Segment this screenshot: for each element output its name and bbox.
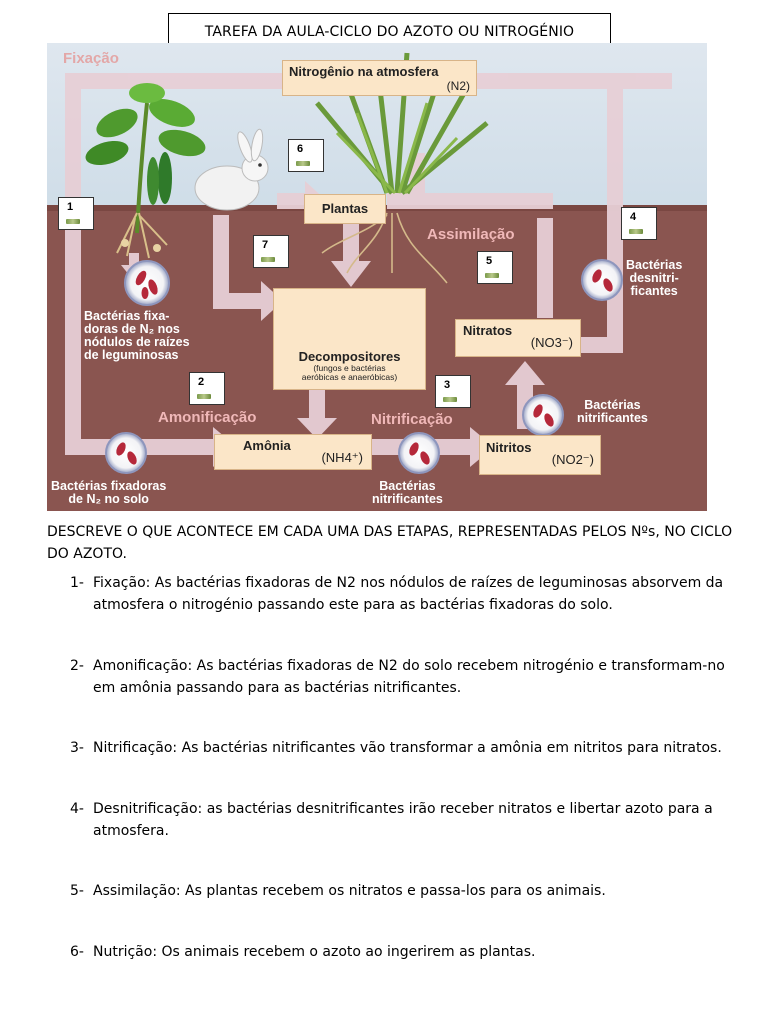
answer-number: 4- xyxy=(70,801,84,817)
marker-5: 5 xyxy=(477,251,513,284)
box-decompositores xyxy=(273,288,426,390)
answer-item-3 xyxy=(70,738,730,760)
stage-label-nitrificacao: Nitrificação xyxy=(371,411,453,428)
answer-text: Fixação: As bactérias fixadoras de N2 nos nódulos de raízes de leguminosas absorvem da atmosfera o nitrogénio passando este para as bactérias fixadoras do solo. xyxy=(93,575,724,613)
box-amonia-label: Amônia xyxy=(243,438,291,453)
box-nitritos xyxy=(479,435,601,475)
stage-label-fixacao: Fixação xyxy=(63,50,119,67)
diagram-illustration xyxy=(47,43,707,511)
answer-text: Amonificação: As bactérias fixadoras de N2 do solo recebem nitrogénio e transformam-no em amônia passando para as bactérias nitrificantes. xyxy=(93,658,725,696)
label-bacterias-nitrificantes-bottom: Bactérias nitrificantes xyxy=(372,479,443,506)
box-nitritos-label: Nitritos xyxy=(486,440,532,455)
label-bacterias-desnitrificantes: Bactérias desnitri- ficantes xyxy=(626,258,683,298)
box-amonia-formula: (NH4⁺) xyxy=(321,450,363,465)
box-nitritos-formula: (NO2⁻) xyxy=(551,452,594,467)
answer-item-2 xyxy=(70,656,730,699)
marker-7: 7 xyxy=(253,235,289,268)
answer-text: Assimilação: As plantas recebem os nitratos e passa-los para os animais. xyxy=(93,883,606,899)
answer-item-1 xyxy=(70,573,730,616)
box-decompositores-sub1: (fungos e bactérias xyxy=(313,363,386,373)
answer-number: 3- xyxy=(70,740,84,756)
answer-number: 2- xyxy=(70,658,84,674)
answer-number: 1- xyxy=(70,575,84,591)
marker-3: 3 xyxy=(435,375,471,408)
box-nitratos-formula: (NO3⁻) xyxy=(530,335,573,350)
nitrogen-cycle-diagram xyxy=(47,43,707,511)
box-atmosfera-label: Nitrogênio na atmosfera xyxy=(289,64,439,79)
box-nitratos-label: Nitratos xyxy=(463,323,513,338)
answer-text: Nitrificação: As bactérias nitrificantes vão transformar a amônia em nitritos para nitratos. xyxy=(93,740,722,756)
box-nitrogenio-atmosfera xyxy=(282,60,477,96)
page-title: TAREFA DA AULA-CICLO DO AZOTO OU NITROGÉNIO xyxy=(168,13,611,50)
box-decompositores-label: Decompositores xyxy=(298,349,401,364)
box-nitratos xyxy=(455,319,581,357)
marker-1: 1 xyxy=(58,197,94,230)
box-atmosfera-formula: (N2) xyxy=(446,79,470,93)
stage-label-assimilacao: Assimilação xyxy=(427,226,515,243)
answer-number: 5- xyxy=(70,883,84,899)
question-heading: DESCREVE O QUE ACONTECE EM CADA UMA DAS ETAPAS, REPRESENTADAS PELOS Nºs, NO CICLO DO AZOTO. xyxy=(47,524,733,562)
answer-text: Desnitrificação: as bactérias desnitrificantes irão receber nitratos e libertar azoto para a atmosfera. xyxy=(93,801,713,839)
label-bacterias-nodulos: Bactérias fixa- doras de N₂ nos nódulos de raízes de leguminosas xyxy=(84,309,190,362)
label-bacterias-solo: Bactérias fixadoras de N₂ no solo xyxy=(51,479,167,506)
label-bacterias-nitrificantes-right: Bactérias nitrificantes xyxy=(577,398,648,425)
answer-text: Nutrição: Os animais recebem o azoto ao ingerirem as plantas. xyxy=(93,944,536,960)
answer-item-5 xyxy=(70,881,730,903)
answer-number: 6- xyxy=(70,944,84,960)
marker-6: 6 xyxy=(288,139,324,172)
box-decompositores-sub2: aeróbicas e anaeróbicas) xyxy=(301,372,398,382)
marker-4: 4 xyxy=(621,207,657,240)
answer-item-6 xyxy=(70,942,730,964)
box-amonia xyxy=(214,434,372,470)
answer-item-4 xyxy=(70,799,730,842)
stage-label-amonificacao: Amonificação xyxy=(158,409,257,426)
box-plantas: Plantas xyxy=(304,194,386,224)
marker-2: 2 xyxy=(189,372,225,405)
